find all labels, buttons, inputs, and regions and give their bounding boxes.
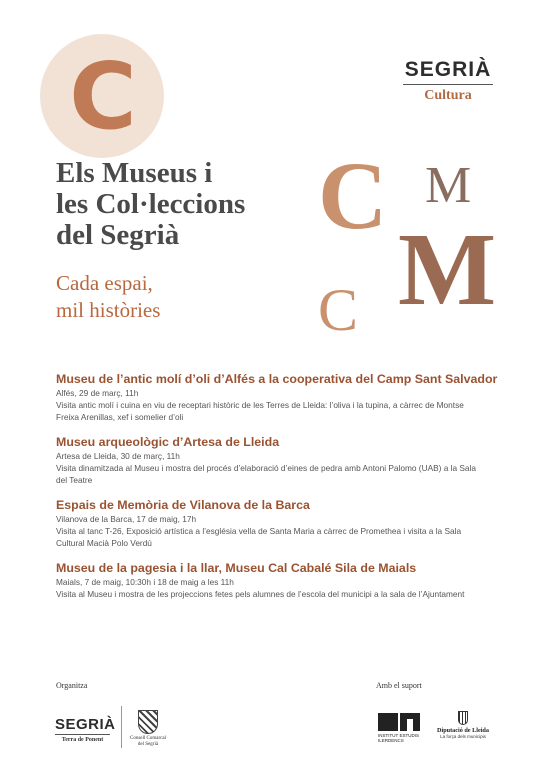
- title-line-1: Els Museus i: [56, 157, 213, 189]
- brand-logo: [403, 58, 493, 104]
- consell-line-2: del Segrià: [137, 742, 159, 747]
- badge-letter: C: [69, 42, 135, 150]
- iei-block-icon: [378, 713, 398, 731]
- event-description: Visita antic molí i cuina en viu de receptari històric de les Terres de Lleida: l’oliva i la tupina, a càrrec de Montse Freixa Arenillas, xef i somelier d’oli: [56, 400, 464, 422]
- event-title: Museu de l’antic molí d’oli d’Alfés a la cooperativa del Camp Sant Salvador: [56, 372, 498, 386]
- event-item: [56, 372, 496, 423]
- event-title: Espais de Memòria de Vilanova de la Barca: [56, 498, 310, 512]
- brand-subtitle: Cultura: [424, 88, 472, 103]
- brand-divider: [403, 84, 493, 85]
- iei-text: [378, 733, 422, 743]
- title-line-3: del Segrià: [56, 219, 180, 251]
- decor-letter-c-large: C: [318, 142, 388, 249]
- consell-line-1: Consell Comarcal: [130, 736, 166, 741]
- segria-logo-name: SEGRIÀ: [55, 716, 116, 733]
- iei-line-1: INSTITUT: [378, 733, 399, 738]
- diputacio-logo: [433, 711, 493, 739]
- event-date: Artesa de Lleida, 30 de març, 11h: [56, 451, 180, 461]
- organizer-label: Organitza: [56, 681, 88, 690]
- event-list: [56, 372, 496, 612]
- segria-logo: [55, 716, 116, 743]
- event-item: [56, 435, 496, 486]
- subtitle-line-2: mil històries: [56, 298, 161, 322]
- event-title: Museu de la pagesia i la llar, Museu Cal Cabalé Sila de Maials: [56, 561, 417, 575]
- iei-door-icon: [400, 713, 420, 731]
- event-description: Visita dinamitzada al Museu i mostra del procés d’elaboració d’eines de pedra amb Antoni Palomo (UAB) a la Sala del Teatre: [56, 463, 476, 485]
- event-description: Visita al tanc T-26, Exposició artística a l’església vella de Santa Maria a càrrec de Promethea i visita a la Sala Cultural Macià Polo Verdú: [56, 526, 462, 548]
- logo-divider: [121, 706, 122, 748]
- support-label: Amb el suport: [376, 681, 422, 690]
- event-title: Museu arqueològic d’Artesa de Lleida: [56, 435, 280, 449]
- event-date: Vilanova de la Barca, 17 de maig, 17h: [56, 514, 197, 524]
- event-date: Maials, 7 de maig, 10:30h i 18 de maig a les 11h: [56, 577, 234, 587]
- diputacio-subtitle: La força dels municipis: [440, 734, 486, 739]
- decor-letter-c-small: C: [318, 277, 359, 343]
- diputacio-crest-icon: [458, 711, 468, 725]
- decor-letter-m-small: M: [425, 157, 472, 214]
- brand-name: SEGRIÀ: [404, 58, 492, 81]
- event-item: [56, 561, 496, 600]
- subtitle-line-1: Cada espai,: [56, 271, 153, 295]
- iei-line-2: ESTUDIS: [399, 733, 419, 738]
- page-subtitle: [56, 270, 296, 324]
- diputacio-title: Diputació de Lleida: [437, 727, 489, 734]
- decor-letter-m-large: M: [398, 212, 497, 327]
- title-line-2: les Col·leccions: [56, 188, 246, 220]
- event-item: [56, 498, 496, 549]
- iei-logo: [378, 713, 422, 743]
- coat-of-arms-icon: [138, 710, 158, 734]
- segria-logo-subtitle: Terra de Ponent: [61, 737, 104, 743]
- segria-logo-divider: [55, 734, 110, 735]
- page-title: [56, 158, 316, 251]
- iei-line-3: ILERDENCS: [378, 738, 404, 743]
- event-date: Alfés, 29 de març, 11h: [56, 388, 139, 398]
- event-description: Visita al Museu i mostra de les projeccions fetes pels alumnes de l’escola del municipi a la sala de l’Ajuntament: [56, 589, 465, 599]
- consell-comarcal-logo: [128, 710, 168, 748]
